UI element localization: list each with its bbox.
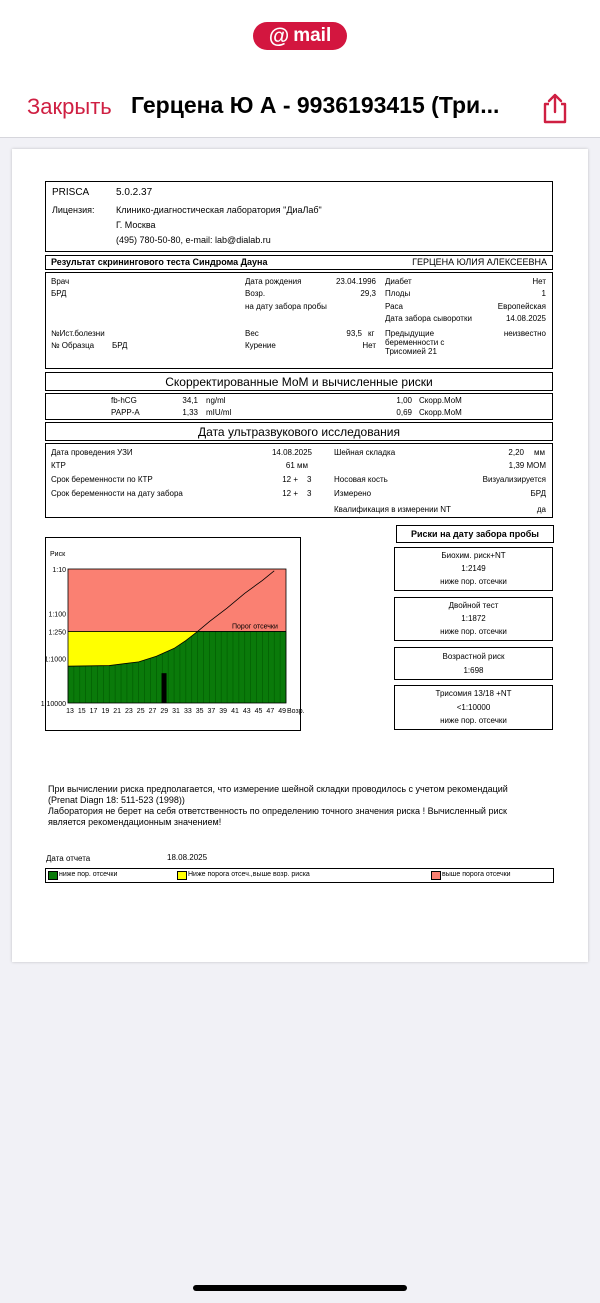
nt-label: Шейная складка <box>334 448 396 457</box>
risks-title: Риски на дату забора пробы <box>411 529 539 539</box>
race-label: Раса <box>385 302 403 311</box>
legend-swatch-red <box>431 871 441 880</box>
x-tick-label: 39 <box>219 708 228 715</box>
previous-label-1: Предыдущие <box>385 329 435 338</box>
previous-value: неизвестно <box>503 329 546 338</box>
note-line: является рекомендационным значением! <box>48 817 222 827</box>
mail-badge-label: mail <box>293 25 332 46</box>
nt-qualification-value: да <box>536 505 546 514</box>
y-tick-label: 1:250 <box>48 629 66 637</box>
x-tick-label: 49 <box>278 708 287 715</box>
weight-label: Вес <box>245 329 259 338</box>
ga-ktr-days: 3 <box>307 475 312 484</box>
note-line: Лаборатория не берет на себя ответственность по определению точного значения риска ! Вычисленный риск <box>48 806 507 816</box>
us-date-value: 14.08.2025 <box>271 448 312 457</box>
ktr-label: КТР <box>51 461 66 470</box>
dob-value: 23.04.1996 <box>335 277 376 286</box>
mom-title: Скорректированные МоМ и вычисленные риски <box>165 375 433 389</box>
weight-unit: кг <box>368 329 375 338</box>
risk-chart <box>40 538 305 730</box>
dob-label: Дата рождения <box>245 277 302 286</box>
y-tick-label: 1:1000 <box>44 656 66 664</box>
legend-label: выше порога отсечки <box>442 871 511 878</box>
measured-value: БРД <box>530 489 546 498</box>
fetus-label: Плоды <box>385 289 411 298</box>
patient-info-box <box>45 272 553 369</box>
age-value: 29,3 <box>360 289 376 298</box>
risk-card-value: 1:698 <box>463 666 484 675</box>
mom-row-mom-label: Скорр.МоМ <box>419 408 462 417</box>
history-label: №Ист.болезни <box>51 329 105 338</box>
us-date-label: Дата проведения УЗИ <box>51 448 133 457</box>
risk-card-name: Трисомия 13/18 +NT <box>435 689 512 698</box>
share-icon[interactable] <box>540 92 570 124</box>
x-tick-label: 19 <box>101 708 110 715</box>
risk-card-status: ниже пор. отсечки <box>440 716 507 725</box>
mom-row-name: fb-hCG <box>111 396 137 405</box>
risk-card-status: ниже пор. отсечки <box>440 627 507 636</box>
legend-swatch-green <box>48 871 58 880</box>
age-label: Возр. <box>245 289 266 298</box>
legend-label: ниже пор. отсечки <box>59 871 118 878</box>
lab-contacts: (495) 780-50-80, e-mail: lab@dialab.ru <box>116 235 271 245</box>
report-date-label: Дата отчета <box>46 854 91 863</box>
document-title: Герцена Ю А - 9936193415 (Три... <box>131 92 500 118</box>
x-tick-label: 35 <box>195 708 204 715</box>
mom-row-name: PAPP-A <box>111 408 140 417</box>
report-date-value: 18.08.2025 <box>167 853 208 862</box>
diabetes-label: Диабет <box>385 277 412 286</box>
ga-draw-days: 3 <box>307 489 312 498</box>
y-tick-label: 1:10 <box>52 567 66 574</box>
top-bar <box>0 0 600 138</box>
legend-swatch-yellow <box>177 871 187 880</box>
patient-name: ГЕРЦЕНА ЮЛИЯ АЛЕКСЕЕВНА <box>412 257 547 267</box>
x-tick-label: 43 <box>242 708 251 715</box>
risk-card-value: 1:2149 <box>461 564 486 573</box>
nt-value: 2,20 <box>508 448 524 457</box>
x-tick-label: 27 <box>148 708 157 715</box>
mom-row-value: 1,33 <box>182 408 198 417</box>
sample-label: № Образца <box>51 341 95 350</box>
mom-row-mom: 1,00 <box>396 396 412 405</box>
nt-unit: мм <box>534 448 545 457</box>
measured-label: Измерено <box>334 489 372 498</box>
lab-city: Г. Москва <box>116 220 156 230</box>
x-tick-label: 33 <box>183 708 192 715</box>
weight-value: 93,5 <box>346 329 362 338</box>
home-indicator <box>193 1285 407 1291</box>
report-page <box>12 149 588 962</box>
cutoff-label: Порог отсечки <box>232 623 278 631</box>
at-icon: @ <box>268 24 290 48</box>
patient-marker <box>162 673 167 703</box>
ultrasound-title: Дата ультразвукового исследования <box>198 425 400 439</box>
risk-card-value: <1:10000 <box>456 703 491 712</box>
serum-date-label: Дата забора сыворотки <box>385 314 472 323</box>
x-tick-label: 45 <box>254 708 263 715</box>
mom-row-mom: 0,69 <box>396 408 412 417</box>
x-tick-label: 23 <box>125 708 133 715</box>
nasal-bone-label: Носовая кость <box>334 475 388 484</box>
x-tick-label: 13 <box>66 708 74 715</box>
software-name: PRISCA <box>52 187 90 198</box>
close-button[interactable]: Закрыть <box>27 94 112 119</box>
ga-draw-label: Срок беременности на дату забора <box>51 489 183 498</box>
x-tick-label: 25 <box>136 708 145 715</box>
result-title: Результат скринингового теста Синдрома Дауна <box>51 257 268 267</box>
license-label: Лицензия: <box>52 205 95 215</box>
ktr-value: 61 мм <box>285 461 308 470</box>
mom-row-mom-label: Скорр.МоМ <box>419 396 462 405</box>
smoking-value: Нет <box>362 341 376 350</box>
ga-draw-weeks: 12 + <box>282 489 298 498</box>
previous-label-3: Трисомией 21 <box>385 347 437 356</box>
chart-y-label: Риск <box>50 551 66 558</box>
smoking-label: Курение <box>245 341 276 350</box>
mom-row-unit: ng/ml <box>206 396 226 405</box>
brd-label: БРД <box>51 289 67 298</box>
mom-row-value: 34,1 <box>182 396 198 405</box>
fetus-value: 1 <box>541 289 546 298</box>
mail-badge <box>253 22 347 50</box>
race-value: Европейская <box>497 302 546 311</box>
note-line: При вычислении риска предполагается, что измерение шейной складки проводилось с учетом рекомендаций <box>48 784 508 794</box>
doctor-label: Врач <box>51 277 70 286</box>
serum-date-value: 14.08.2025 <box>505 314 546 323</box>
software-version: 5.0.2.37 <box>116 187 153 198</box>
nt-mom: 1,39 МОМ <box>508 461 546 470</box>
x-tick-label: 31 <box>172 708 180 715</box>
x-tick-label: 47 <box>266 708 275 715</box>
sample-value: БРД <box>112 341 128 350</box>
risk-card-value: 1:1872 <box>461 614 486 623</box>
x-tick-label: 15 <box>77 708 86 715</box>
chart-area-above-cutoff <box>68 569 286 631</box>
risk-card-name: Возрастной риск <box>442 652 505 661</box>
ga-ktr-label: Срок беременности по КТР <box>51 475 153 484</box>
nt-qualification-label: Квалификация в измерении NT <box>334 505 451 514</box>
legend-label: Ниже порога отсеч.,выше возр. риска <box>188 871 310 878</box>
chart-x-label: Возр. <box>287 708 305 715</box>
x-tick-label: 41 <box>231 708 239 715</box>
risk-card-name: Биохим. риск+NT <box>441 551 506 560</box>
x-tick-label: 37 <box>207 708 216 715</box>
ga-ktr-weeks: 12 + <box>282 475 298 484</box>
risk-card-name: Двойной тест <box>448 601 499 610</box>
risk-card-status: ниже пор. отсечки <box>440 577 507 586</box>
x-tick-label: 17 <box>89 708 98 715</box>
previous-label-2: беременности с <box>385 338 445 347</box>
diabetes-value: Нет <box>532 277 546 286</box>
lab-name: Клинико-диагностическая лаборатория "ДиаЛаб" <box>116 205 322 215</box>
y-tick-label: 1:10000 <box>40 701 66 708</box>
y-tick-label: 1:100 <box>48 611 66 619</box>
nasal-bone-value: Визуализируется <box>482 475 546 484</box>
note-line: (Prenat Diagn 18: 511-523 (1998)) <box>48 795 185 805</box>
age-note: на дату забора пробы <box>245 302 327 311</box>
mom-row-unit: mIU/ml <box>206 408 232 417</box>
x-tick-label: 21 <box>113 708 122 715</box>
x-tick-label: 29 <box>160 708 169 715</box>
